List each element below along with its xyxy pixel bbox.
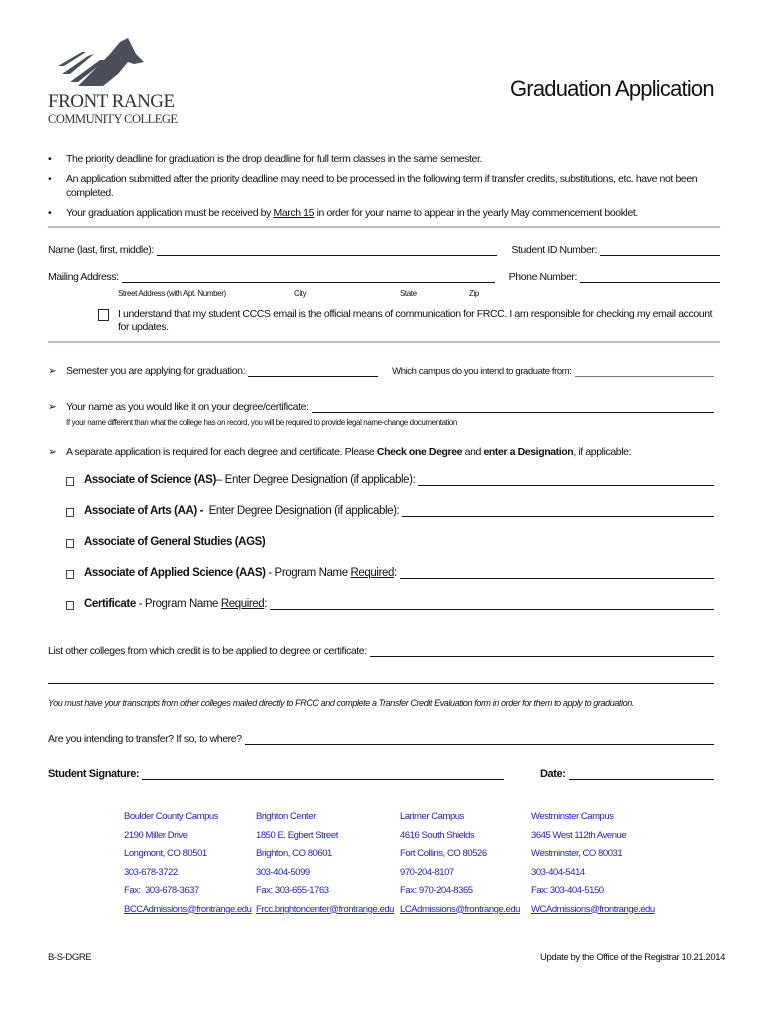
email-ack-text: I understand that my student CCCS email is the official means of communication for FRCC. I am responsible for checking my email account for updates.: [118, 308, 713, 333]
email-link[interactable]: Frcc.brightoncenter@frontrange.edu: [256, 903, 394, 915]
other-colleges-label: List other colleges from which credit is to be applied to degree or certificate:: [48, 645, 367, 657]
email-link[interactable]: LCAdmissions@frontrange.edu: [400, 903, 521, 915]
other-colleges-field-2[interactable]: [48, 672, 714, 684]
checkbox[interactable]: [66, 539, 74, 548]
street-sublabel: Street Address (with Apt. Number): [118, 289, 226, 298]
other-colleges-row: [48, 645, 714, 657]
certificate-program-field[interactable]: [270, 598, 714, 610]
degree-option-as[interactable]: Associate of Science (AS) – Enter Degree Designation (if applicable):: [66, 474, 714, 486]
email-ack-row: [98, 308, 720, 334]
signature-field[interactable]: [142, 768, 504, 780]
bullet-item: • The priority deadline for graduation is the drop deadline for full term classes in the same semester.: [48, 153, 483, 165]
degree-option-aas[interactable]: Associate of Applied Science (AAS) - Program Name Required :: [66, 567, 714, 579]
bullet-list: [48, 152, 728, 220]
separate-app-row: ➢ A separate application is required for each degree and certificate. Please Check one Degree and enter a Designation, if applicable:: [48, 446, 632, 458]
degree-option-certificate[interactable]: Certificate - Program Name Required :: [66, 598, 714, 610]
transfer-row: [48, 733, 714, 745]
checkbox[interactable]: [66, 477, 74, 486]
email-ack-checkbox[interactable]: [98, 309, 109, 321]
campus-westminster: Westminster Campus 3645 West 112th Avenue Westminster, CO 80031 303-404-5414 Fax: 303-404-5150 WCAdmissions@frontrange.edu: [531, 811, 655, 922]
divider: [48, 341, 720, 343]
state-sublabel: State: [400, 289, 417, 298]
semester-row: [48, 365, 714, 377]
degree-name-field[interactable]: [312, 401, 714, 413]
campus-label: Which campus do you intend to graduate from:: [392, 366, 572, 377]
degree-option-aa[interactable]: Associate of Arts (AA) - Enter Degree Designation (if applicable):: [66, 505, 714, 517]
aas-program-field[interactable]: [400, 567, 714, 579]
zip-sublabel: Zip: [469, 289, 479, 298]
phone-field[interactable]: [580, 271, 720, 283]
transfer-field[interactable]: [245, 733, 714, 745]
degree-name-note: If your name different than what the college has on record, you will be required to provide legal name-change documentation: [66, 418, 457, 427]
logo: [48, 34, 178, 126]
name-field[interactable]: [157, 244, 498, 256]
name-row: [48, 244, 720, 256]
campus-brighton: Brighton Center 1850 E. Egbert Street Brighton, CO 80601 303-404-5099 Fax: 303-655-1763 Frcc.brightoncenter@frontrange.edu: [256, 811, 394, 922]
logo-line1: FRONT RANGE: [48, 91, 175, 112]
phone-label: Phone Number:: [508, 271, 577, 283]
bullet-item: • Your graduation application must be received by March 15 in order for your name to appear in the yearly May commencement booklet.: [48, 207, 638, 219]
arrow-bullet-icon: ➢: [48, 365, 57, 377]
checkbox[interactable]: [66, 601, 74, 610]
campus-field[interactable]: [575, 365, 714, 377]
name-label: Name (last, first, middle):: [48, 244, 154, 256]
aa-designation-field[interactable]: [402, 505, 714, 517]
date-label: Date:: [540, 768, 566, 780]
arrow-bullet-icon: ➢: [48, 401, 57, 413]
logo-line2: COMMUNITY COLLEGE: [48, 112, 178, 126]
transcripts-note: You must have your transcripts from other colleges mailed directly to FRCC and complete a Transfer Credit Evaluation form in order for them to apply to graduation.: [48, 698, 634, 708]
mailing-row: [48, 271, 720, 283]
update-note: Update by the Office of the Registrar 10.21.2014: [540, 952, 726, 963]
bullet-item: • An application submitted after the priority deadline may need to be processed in the following term if transfer credits, substitutions, etc. have not been completed.: [48, 173, 698, 199]
degree-option-ags[interactable]: Associate of General Studies (AGS): [66, 536, 714, 548]
email-link[interactable]: BCCAdmissions@frontrange.edu: [124, 903, 252, 915]
mountain-logo-icon: [48, 34, 158, 89]
student-id-label: Student ID Number:: [511, 244, 597, 256]
divider: [48, 226, 720, 228]
signature-label: Student Signature:: [48, 768, 140, 780]
degree-name-label: Your name as you would like it on your degree/certificate:: [66, 401, 309, 413]
date-row: [540, 768, 714, 780]
as-designation-field[interactable]: [418, 474, 714, 486]
other-colleges-field[interactable]: [370, 645, 714, 657]
campus-boulder: Boulder County Campus 2190 Miller Drive Longmont, CO 80501 303-678-3722 Fax: 303-678-3637 BCCAdmissions@frontrange.edu: [124, 811, 251, 922]
transfer-label: Are you intending to transfer? If so, to where?: [48, 733, 242, 745]
arrow-bullet-icon: ➢: [48, 446, 57, 458]
date-field[interactable]: [569, 768, 714, 780]
semester-label: Semester you are applying for graduation:: [66, 365, 246, 377]
form-code: B-S-DGRE: [48, 952, 92, 963]
student-id-field[interactable]: [600, 244, 720, 256]
email-link[interactable]: WCAdmissions@frontrange.edu: [531, 903, 655, 915]
semester-field[interactable]: [248, 365, 378, 377]
city-sublabel: City: [294, 289, 307, 298]
mailing-address-field[interactable]: [122, 271, 495, 283]
campus-larimer: Larimer Campus 4616 South Shields Fort Collins, CO 80526 970-204-8107 Fax: 970-204-8365 LCAdmissions@frontrange.edu: [400, 811, 520, 922]
degree-name-row: [48, 401, 714, 413]
checkbox[interactable]: [66, 570, 74, 579]
page-title: Graduation Application: [510, 76, 714, 101]
mailing-label: Mailing Address:: [48, 271, 119, 283]
checkbox[interactable]: [66, 508, 74, 517]
signature-row: [48, 768, 504, 780]
